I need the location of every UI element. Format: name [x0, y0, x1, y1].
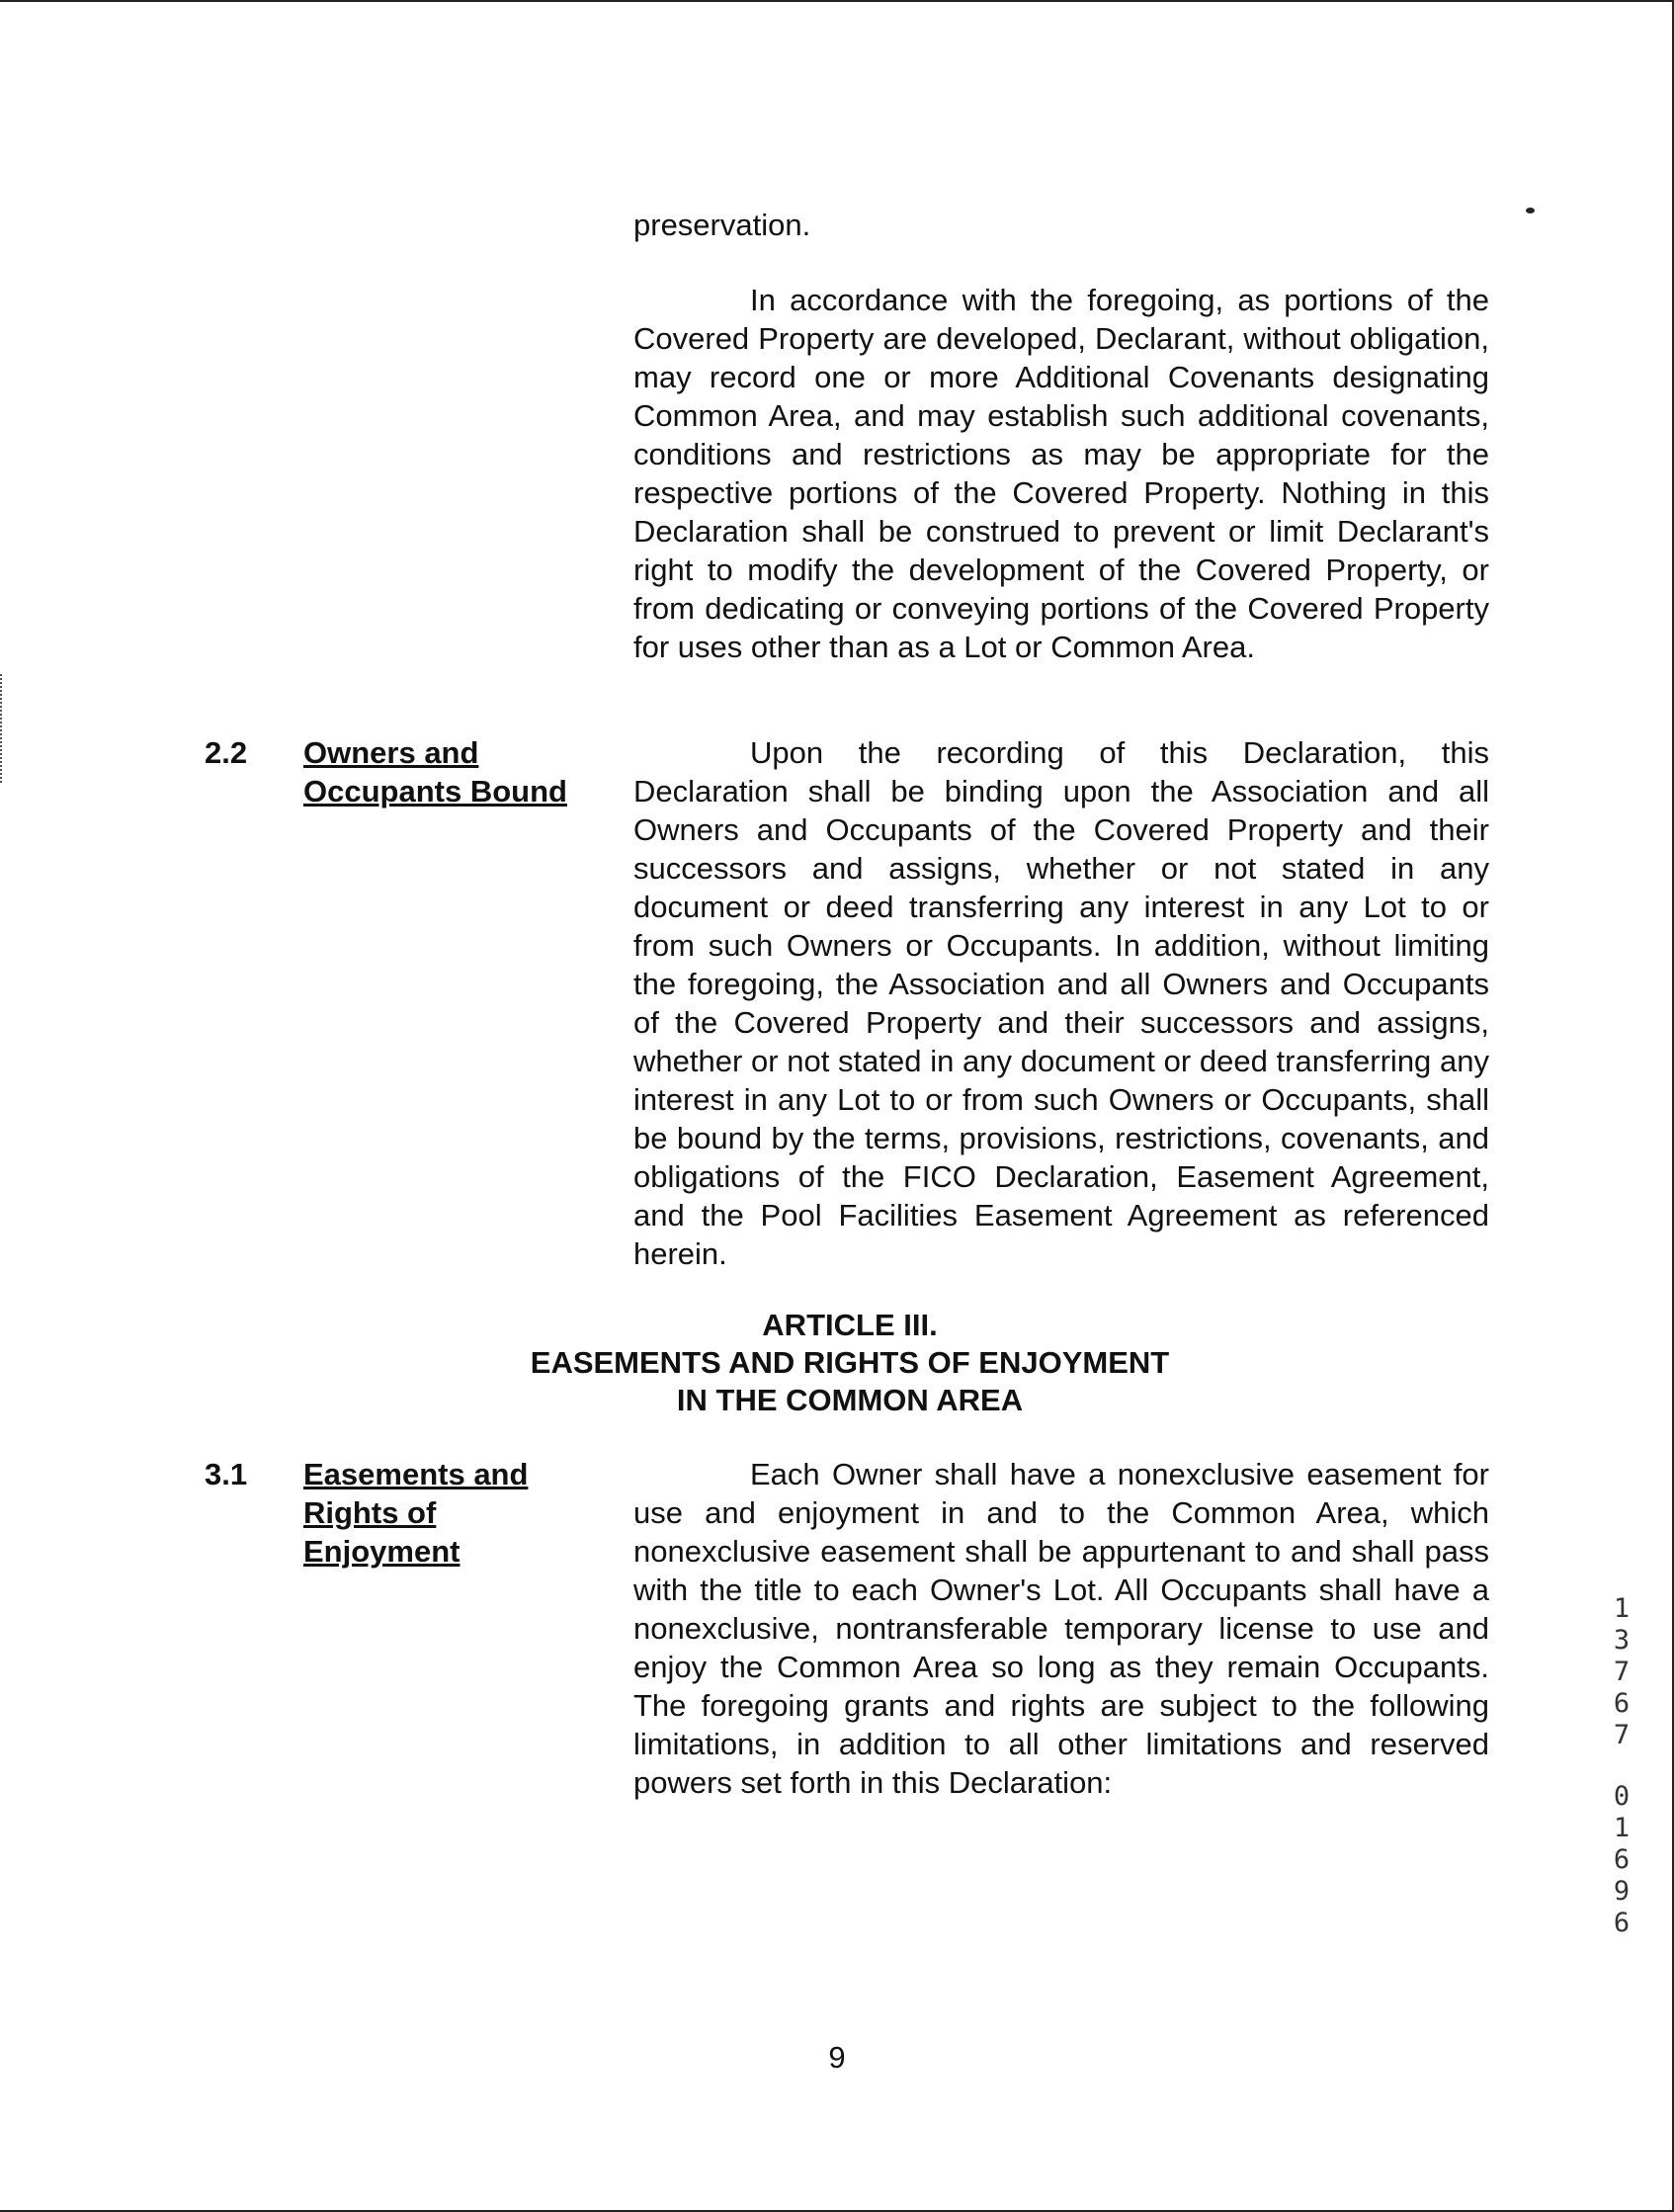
stamp-digit: 6: [1613, 1908, 1631, 1938]
section-body-2-2-text: Upon the recording of this Declaration, this Declaration shall be binding upon the Association and all Owners and Occupants of the Covered Property and their successors and assigns, whether or not stated in any document or deed transferring any interest in any Lot to or from such Owners or Occupants. In addition, without limiting the foregoing, the Association and all Owners and Occupants of the Covered Property and their successors and assigns, whether or not stated in any document or deed transferring any interest in any Lot to or from such Owners or Occupants, shall be bound by the terms, provisions, restrictions, covenants, and obligations of the FICO Declaration, Easement Agreement, and the Pool Facilities Easement Agreement as referenced herein.: [633, 735, 1489, 1271]
article-number: ARTICLE III.: [762, 1308, 938, 1342]
article-title-line1: EASEMENTS AND RIGHTS OF ENJOYMENT: [530, 1345, 1170, 1380]
scan-speck: [1526, 208, 1535, 213]
article-title-line2: IN THE COMMON AREA: [676, 1383, 1024, 1417]
section-number-2-2: 2.2: [205, 735, 248, 770]
section-title-3-1: [303, 1455, 528, 1571]
scan-edge-mark: [0, 674, 4, 783]
stamp-digit: 0: [1613, 1781, 1631, 1812]
section-title-line: Occupants Bound: [303, 774, 567, 808]
section-title-line: Owners and: [303, 735, 479, 770]
stamp-digit: 3: [1613, 1625, 1631, 1656]
stamp-digit: 9: [1613, 1876, 1631, 1907]
page-number: 9: [828, 2040, 846, 2075]
stamp-digit: 7: [1613, 1657, 1631, 1687]
section-title-line: Rights of: [303, 1495, 437, 1530]
recording-stamp: [1605, 1593, 1638, 1939]
opening-fragment: preservation.: [633, 208, 811, 242]
paragraph-accordance: [633, 281, 1489, 666]
section-title-line: Easements and: [303, 1457, 529, 1491]
stamp-digit: 1: [1613, 1593, 1631, 1624]
stamp-digit: 6: [1613, 1688, 1631, 1719]
stamp-gap: [1605, 1751, 1638, 1781]
section-number-3-1: 3.1: [205, 1457, 248, 1491]
section-body-2-2: [633, 733, 1489, 1273]
stamp-digit: 7: [1613, 1720, 1631, 1750]
section-title-2-2: [303, 733, 567, 810]
paragraph-accordance-text: In accordance with the foregoing, as portions of the Covered Property are developed, Declarant, without obligation, may record one or more Additional Covenants designating Common Area, and may establish such additional covenants, conditions and restrictions as may be appropriate for the respective portions of the Covered Property. Nothing in this Declaration shall be construed to prevent or limit Declarant's right to modify the development of the Covered Property, or from dedicating or conveying portions of the Covered Property for uses other than as a Lot or Common Area.: [633, 283, 1489, 664]
section-body-3-1: [633, 1455, 1489, 1802]
section-body-3-1-text: Each Owner shall have a nonexclusive easement for use and enjoyment in and to the Common Area, which nonexclusive easement shall be appurtenant to and shall pass with the title to each Owner's Lot. All Occupants shall have a nonexclusive, nontransferable temporary license to use and enjoy the Common Area so long as they remain Occupants. The foregoing grants and rights are subject to the following limitations, in addition to all other limitations and reserved powers set forth in this Declaration:: [633, 1457, 1489, 1800]
section-title-line: Enjoyment: [303, 1534, 460, 1569]
article-heading-block: [296, 1307, 1403, 1419]
stamp-digit: 6: [1613, 1844, 1631, 1875]
stamp-digit: 1: [1613, 1813, 1631, 1843]
